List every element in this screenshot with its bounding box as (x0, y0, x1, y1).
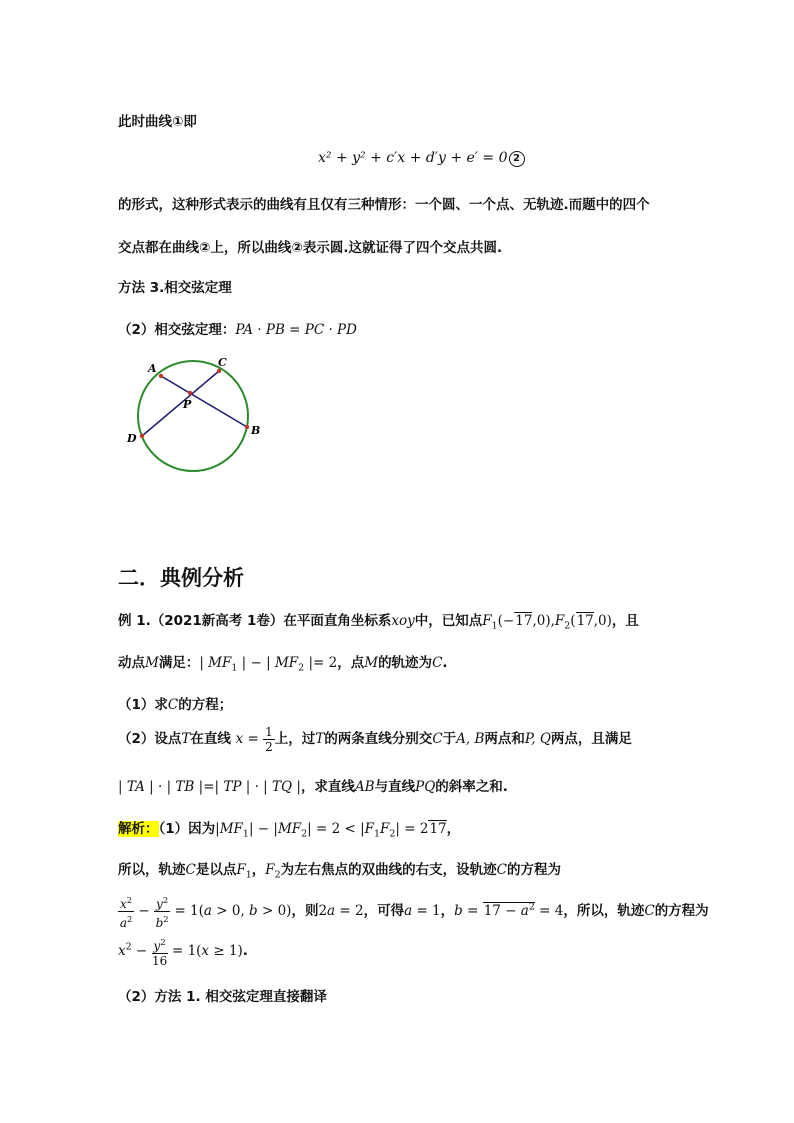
label-b: B (251, 424, 261, 437)
solution-line-4: $x^2$ − $\frac{y^2}{16}$ = 1(x ≥ 1). (118, 937, 248, 968)
chord-figure (118, 350, 268, 480)
label-d: D (127, 432, 137, 445)
solution-line-3: $\frac{x^2}{a^2}$ − $\frac{y^2}{b^2}$ = 1(a > 0, b > 0)，则2a = 2，可得a = 1，$b = 17 - a^2 = 4$，所以，轨迹C的方程为 (119, 895, 709, 930)
solution-line-2: 所以，轨迹C是以点$F_1$，$F_2$为左右焦点的双曲线的右支，设轨迹C的方程为 (118, 862, 561, 881)
hyperbola-general: $\frac{x^2}{a^2}$ − $\frac{y^2}{b^2}$ = 1(a > 0, b > 0) (119, 895, 292, 930)
text-para-2: 交点都在曲线②上，所以曲线②表示圆.这就证得了四个交点共圆. (118, 240, 503, 256)
point-d-dot (140, 434, 144, 438)
example-line-1: 例 1.（2021新高考 1卷）在平面直角坐标系xoy中，已知点$F_1(-17,0),F_2(17,0)$，且 (118, 613, 639, 632)
point-p-dot (188, 391, 192, 395)
solution-tag: 解析： (118, 821, 159, 837)
theorem-formula: PA · PB = PC · PD (235, 322, 357, 338)
example-line-2: 动点M满足：| $MF_1$ | − | $MF_2$ |= 2，点M的轨迹为C. (118, 655, 448, 674)
section-title: 二．典例分析 (118, 566, 244, 590)
label-c: C (218, 356, 227, 369)
label-a: A (148, 362, 157, 375)
circled-number-mark: 2 (509, 151, 525, 167)
text-line-1: 此时曲线①即 (118, 114, 197, 130)
text-para-1: 的形式，这种形式表示的曲线有且仅有三种情形：一个圆、一个点、无轨迹.而题中的四个 (118, 197, 650, 213)
circle (138, 361, 248, 471)
formula-2-expr: x² + y² + c′x + d′y + e′ = 0 (318, 150, 508, 166)
formula-2 (318, 150, 526, 167)
point-a-dot (159, 374, 163, 378)
method-3-heading: 方法 3.相交弦定理 (118, 280, 232, 296)
theorem-line (118, 318, 357, 338)
foci-formula: $F_1(-17,0),F_2(17,0)$ (482, 613, 612, 632)
point-b-dot (245, 425, 249, 429)
question-1: （1）求C的方程； (118, 697, 233, 713)
theorem-label: （2）相交弦定理： (118, 322, 236, 338)
line-equation: x = $\frac{1}{2}$ (235, 725, 273, 754)
point-c-dot (217, 369, 221, 373)
condition-formula: | $MF_1$ | − | $MF_2$ |= 2 (199, 655, 338, 674)
solution-line-1: 解析：（1）因为$|MF_1| - |MF_2| = 2 < |F_1F_2| = 217$， (118, 821, 461, 840)
method-1-heading: （2）方法 1. 相交弦定理直接翻译 (118, 989, 327, 1005)
label-p: P (183, 398, 192, 411)
question-2: （2）设点T在直线 x = $\frac{1}{2}$ 上，过T的两条直线分别交C于A, B两点和P, Q两点，且满足 (118, 725, 632, 754)
question-2-line-2: | TA | · | TB |=| TP | · | TQ |，求直线AB与直线PQ的斜率之和. (118, 779, 508, 795)
product-condition: | TA | · | TB |=| TP | · | TQ | (118, 779, 301, 795)
hyperbola-result: $x^2$ − $\frac{y^2}{16}$ = 1(x ≥ 1) (118, 937, 243, 968)
distance-inequality: $|MF_1| - |MF_2| = 2 < |F_1F_2| = 217$ (215, 821, 447, 840)
